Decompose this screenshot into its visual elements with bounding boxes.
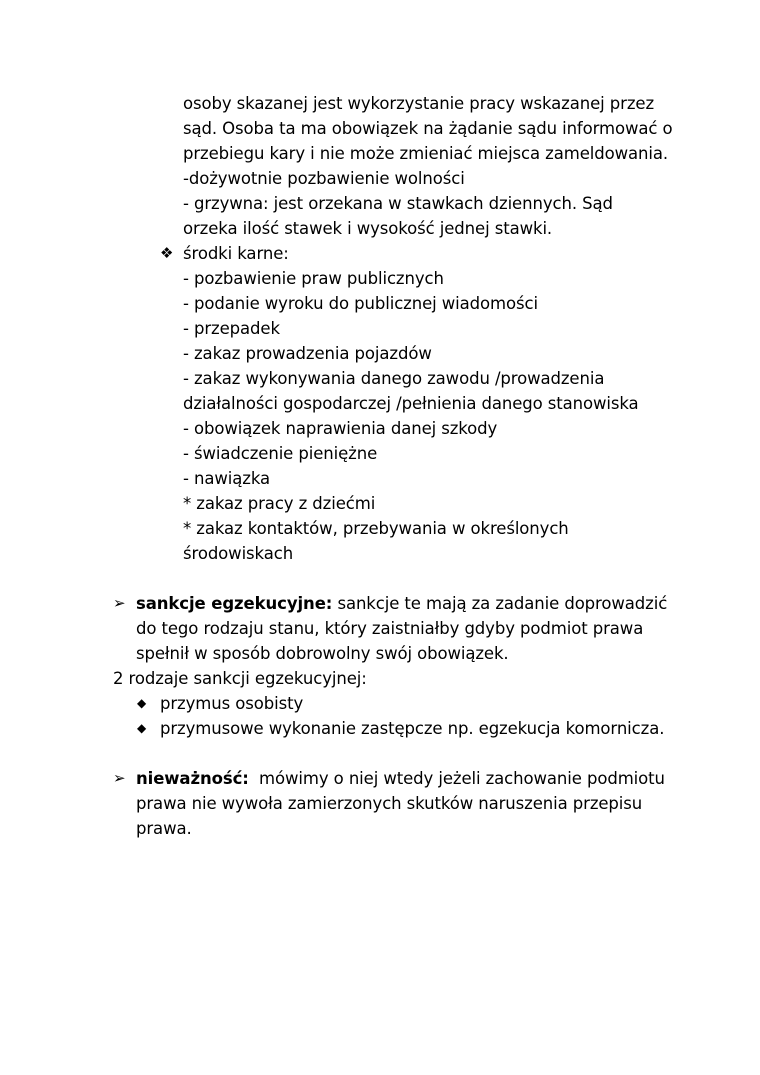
list-item: działalności gospodarczej /pełnienia danego stanowiska: [183, 394, 639, 413]
list-item: - obowiązek naprawienia danej szkody: [183, 419, 498, 438]
list-item: przymusowe wykonanie zastępcze np. egzekucja komornicza.: [160, 719, 665, 738]
term-label: sankcje egzekucyjne:: [136, 594, 333, 613]
paragraph-line: prawa.: [136, 819, 192, 838]
term-text: sankcje te mają za zadanie doprowadzić: [332, 594, 668, 613]
arrow-bullet-icon: ➢: [113, 769, 126, 787]
paragraph-line: [136, 591, 667, 616]
diamond-small-bullet-icon: ◆: [137, 721, 147, 735]
text-line: -dożywotnie pozbawienie wolności: [183, 169, 465, 188]
arrow-bullet-icon: ➢: [113, 594, 126, 612]
diamond-small-bullet-icon: ◆: [137, 696, 147, 710]
text-line: osoby skazanej jest wykorzystanie pracy wskazanej przez: [183, 94, 655, 113]
text-line: przebiegu kary i nie może zmieniać miejsca zameldowania.: [183, 144, 669, 163]
section-heading: środki karne:: [183, 244, 289, 263]
term-text: mówimy o niej wtedy jeżeli zachowanie podmiotu: [248, 769, 665, 788]
list-item: - przepadek: [183, 319, 280, 338]
paragraph-line: prawa nie wywoła zamierzonych skutków naruszenia przepisu: [136, 794, 643, 813]
term-label: nieważność:: [136, 769, 249, 788]
list-item: środowiskach: [183, 544, 294, 563]
paragraph-line: spełnił w sposób dobrowolny swój obowiązek.: [136, 644, 509, 663]
list-item: - świadczenie pieniężne: [183, 444, 378, 463]
list-item: - nawiązka: [183, 469, 270, 488]
list-item: - zakaz prowadzenia pojazdów: [183, 344, 432, 363]
paragraph-line: do tego rodzaju stanu, który zaistniałby gdyby podmiot prawa: [136, 619, 644, 638]
list-item: * zakaz pracy z dziećmi: [183, 494, 376, 513]
diamond-bullet-icon: ❖: [160, 244, 174, 262]
text-line: sąd. Osoba ta ma obowiązek na żądanie sądu informować o: [183, 119, 673, 138]
list-item: przymus osobisty: [160, 694, 304, 713]
text-line: orzeka ilość stawek i wysokość jednej stawki.: [183, 219, 553, 238]
list-item: - podanie wyroku do publicznej wiadomości: [183, 294, 538, 313]
list-item: - pozbawienie praw publicznych: [183, 269, 444, 288]
paragraph-line: [136, 766, 665, 791]
list-item: * zakaz kontaktów, przebywania w określonych: [183, 519, 569, 538]
text-line: - grzywna: jest orzekana w stawkach dziennych. Sąd: [183, 194, 613, 213]
list-item: - zakaz wykonywania danego zawodu /prowadzenia: [183, 369, 605, 388]
subheading: 2 rodzaje sankcji egzekucyjnej:: [113, 669, 367, 688]
